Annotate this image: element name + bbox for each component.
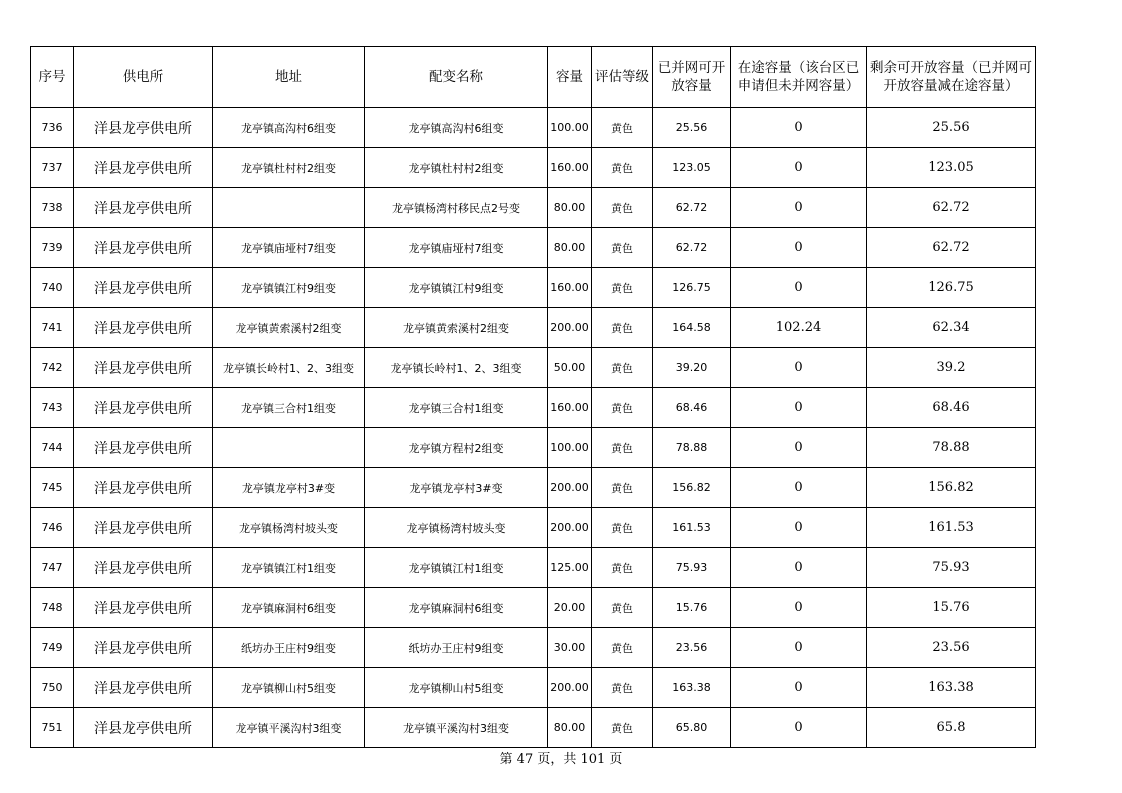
page-number-label: 第 47 页，共 101 页 <box>499 752 623 767</box>
cell-address: 龙亭镇麻洞村6组变 <box>213 588 365 628</box>
cell-transformer: 龙亭镇方程村2组变 <box>365 428 548 468</box>
cell-supplier: 洋县龙亭供电所 <box>74 228 213 268</box>
cell-supplier: 洋县龙亭供电所 <box>74 468 213 508</box>
cell-address <box>213 428 365 468</box>
header-no: 序号 <box>31 47 74 108</box>
cell-open-capacity: 68.46 <box>653 388 731 428</box>
cell-remaining-capacity: 68.46 <box>867 388 1036 428</box>
cell-transit-capacity: 0 <box>731 428 867 468</box>
cell-supplier: 洋县龙亭供电所 <box>74 588 213 628</box>
capacity-table-sheet <box>30 46 1036 748</box>
cell-capacity: 200.00 <box>548 308 592 348</box>
cell-transformer: 龙亭镇高沟村6组变 <box>365 108 548 148</box>
cell-remaining-capacity: 62.72 <box>867 188 1036 228</box>
table-body <box>31 108 1036 748</box>
cell-remaining-capacity: 75.93 <box>867 548 1036 588</box>
cell-no: 744 <box>31 428 74 468</box>
cell-transit-capacity: 0 <box>731 548 867 588</box>
cell-transformer: 纸坊办王庄村9组变 <box>365 628 548 668</box>
cell-level: 黄色 <box>592 228 653 268</box>
cell-transformer: 龙亭镇镇江村9组变 <box>365 268 548 308</box>
cell-transformer: 龙亭镇黄索溪村2组变 <box>365 308 548 348</box>
cell-transformer: 龙亭镇柳山村5组变 <box>365 668 548 708</box>
cell-capacity: 200.00 <box>548 508 592 548</box>
cell-level: 黄色 <box>592 508 653 548</box>
cell-level: 黄色 <box>592 708 653 748</box>
table-row <box>31 108 1036 148</box>
header-supplier: 供电所 <box>74 47 213 108</box>
cell-level: 黄色 <box>592 188 653 228</box>
header-remaining-capacity: 剩余可开放容量（已并网可开放容量减在途容量） <box>867 47 1036 108</box>
cell-level: 黄色 <box>592 428 653 468</box>
cell-supplier: 洋县龙亭供电所 <box>74 628 213 668</box>
cell-capacity: 160.00 <box>548 268 592 308</box>
table-row <box>31 348 1036 388</box>
cell-address: 龙亭镇庙垭村7组变 <box>213 228 365 268</box>
cell-remaining-capacity: 65.8 <box>867 708 1036 748</box>
cell-capacity: 80.00 <box>548 708 592 748</box>
cell-open-capacity: 164.58 <box>653 308 731 348</box>
cell-address: 龙亭镇龙亭村3#变 <box>213 468 365 508</box>
cell-address: 龙亭镇杨湾村坡头变 <box>213 508 365 548</box>
cell-address: 龙亭镇长岭村1、2、3组变 <box>213 348 365 388</box>
cell-level: 黄色 <box>592 308 653 348</box>
cell-no: 749 <box>31 628 74 668</box>
cell-supplier: 洋县龙亭供电所 <box>74 148 213 188</box>
table-row <box>31 588 1036 628</box>
cell-no: 747 <box>31 548 74 588</box>
cell-transformer: 龙亭镇杜村村2组变 <box>365 148 548 188</box>
cell-address: 纸坊办王庄村9组变 <box>213 628 365 668</box>
table-row <box>31 468 1036 508</box>
table-row <box>31 188 1036 228</box>
cell-remaining-capacity: 163.38 <box>867 668 1036 708</box>
header-row <box>31 47 1036 108</box>
cell-remaining-capacity: 39.2 <box>867 348 1036 388</box>
header-transit-capacity: 在途容量（该台区已申请但未并网容量） <box>731 47 867 108</box>
cell-transformer: 龙亭镇平溪沟村3组变 <box>365 708 548 748</box>
cell-supplier: 洋县龙亭供电所 <box>74 108 213 148</box>
cell-level: 黄色 <box>592 108 653 148</box>
cell-open-capacity: 39.20 <box>653 348 731 388</box>
cell-remaining-capacity: 126.75 <box>867 268 1036 308</box>
cell-no: 746 <box>31 508 74 548</box>
cell-address <box>213 188 365 228</box>
cell-transformer: 龙亭镇麻洞村6组变 <box>365 588 548 628</box>
cell-capacity: 160.00 <box>548 148 592 188</box>
cell-supplier: 洋县龙亭供电所 <box>74 268 213 308</box>
cell-supplier: 洋县龙亭供电所 <box>74 388 213 428</box>
cell-no: 737 <box>31 148 74 188</box>
table-row <box>31 228 1036 268</box>
cell-capacity: 80.00 <box>548 228 592 268</box>
cell-no: 745 <box>31 468 74 508</box>
table-row <box>31 628 1036 668</box>
header-capacity: 容量 <box>548 47 592 108</box>
cell-supplier: 洋县龙亭供电所 <box>74 508 213 548</box>
cell-transformer: 龙亭镇长岭村1、2、3组变 <box>365 348 548 388</box>
table-row <box>31 388 1036 428</box>
cell-transformer: 龙亭镇龙亭村3#变 <box>365 468 548 508</box>
cell-transit-capacity: 0 <box>731 108 867 148</box>
cell-level: 黄色 <box>592 628 653 668</box>
cell-transit-capacity: 0 <box>731 388 867 428</box>
cell-level: 黄色 <box>592 148 653 188</box>
cell-supplier: 洋县龙亭供电所 <box>74 428 213 468</box>
cell-supplier: 洋县龙亭供电所 <box>74 668 213 708</box>
cell-transformer: 龙亭镇镇江村1组变 <box>365 548 548 588</box>
cell-open-capacity: 161.53 <box>653 508 731 548</box>
header-transformer: 配变名称 <box>365 47 548 108</box>
cell-capacity: 160.00 <box>548 388 592 428</box>
cell-level: 黄色 <box>592 588 653 628</box>
cell-supplier: 洋县龙亭供电所 <box>74 708 213 748</box>
cell-transit-capacity: 0 <box>731 228 867 268</box>
cell-transit-capacity: 0 <box>731 668 867 708</box>
cell-transit-capacity: 0 <box>731 588 867 628</box>
cell-open-capacity: 65.80 <box>653 708 731 748</box>
cell-remaining-capacity: 23.56 <box>867 628 1036 668</box>
cell-remaining-capacity: 156.82 <box>867 468 1036 508</box>
cell-capacity: 100.00 <box>548 108 592 148</box>
cell-remaining-capacity: 15.76 <box>867 588 1036 628</box>
cell-transformer: 龙亭镇杨湾村坡头变 <box>365 508 548 548</box>
cell-open-capacity: 126.75 <box>653 268 731 308</box>
capacity-table <box>30 46 1036 748</box>
cell-capacity: 100.00 <box>548 428 592 468</box>
cell-open-capacity: 25.56 <box>653 108 731 148</box>
cell-no: 738 <box>31 188 74 228</box>
cell-transformer: 龙亭镇杨湾村移民点2号变 <box>365 188 548 228</box>
cell-address: 龙亭镇杜村村2组变 <box>213 148 365 188</box>
cell-capacity: 80.00 <box>548 188 592 228</box>
cell-level: 黄色 <box>592 388 653 428</box>
table-row <box>31 708 1036 748</box>
cell-level: 黄色 <box>592 548 653 588</box>
cell-remaining-capacity: 123.05 <box>867 148 1036 188</box>
cell-transformer: 龙亭镇三合村1组变 <box>365 388 548 428</box>
cell-open-capacity: 156.82 <box>653 468 731 508</box>
cell-open-capacity: 62.72 <box>653 188 731 228</box>
cell-remaining-capacity: 161.53 <box>867 508 1036 548</box>
cell-open-capacity: 23.56 <box>653 628 731 668</box>
cell-level: 黄色 <box>592 348 653 388</box>
table-row <box>31 428 1036 468</box>
table-row <box>31 268 1036 308</box>
cell-supplier: 洋县龙亭供电所 <box>74 348 213 388</box>
cell-address: 龙亭镇镇江村1组变 <box>213 548 365 588</box>
table-row <box>31 508 1036 548</box>
cell-transit-capacity: 0 <box>731 508 867 548</box>
page-footer <box>0 748 1122 767</box>
cell-level: 黄色 <box>592 468 653 508</box>
table-row <box>31 668 1036 708</box>
header-level: 评估等级 <box>592 47 653 108</box>
header-address: 地址 <box>213 47 365 108</box>
table-row <box>31 148 1036 188</box>
cell-level: 黄色 <box>592 268 653 308</box>
cell-address: 龙亭镇三合村1组变 <box>213 388 365 428</box>
cell-no: 742 <box>31 348 74 388</box>
cell-address: 龙亭镇平溪沟村3组变 <box>213 708 365 748</box>
cell-transit-capacity: 0 <box>731 708 867 748</box>
cell-transit-capacity: 0 <box>731 188 867 228</box>
cell-supplier: 洋县龙亭供电所 <box>74 548 213 588</box>
cell-open-capacity: 15.76 <box>653 588 731 628</box>
cell-transit-capacity: 0 <box>731 348 867 388</box>
cell-remaining-capacity: 78.88 <box>867 428 1036 468</box>
table-row <box>31 308 1036 348</box>
cell-capacity: 50.00 <box>548 348 592 388</box>
cell-open-capacity: 163.38 <box>653 668 731 708</box>
cell-capacity: 30.00 <box>548 628 592 668</box>
cell-address: 龙亭镇柳山村5组变 <box>213 668 365 708</box>
cell-supplier: 洋县龙亭供电所 <box>74 188 213 228</box>
cell-transit-capacity: 0 <box>731 148 867 188</box>
cell-remaining-capacity: 62.34 <box>867 308 1036 348</box>
cell-supplier: 洋县龙亭供电所 <box>74 308 213 348</box>
header-open-capacity: 已并网可开放容量 <box>653 47 731 108</box>
cell-level: 黄色 <box>592 668 653 708</box>
cell-transit-capacity: 0 <box>731 628 867 668</box>
cell-no: 741 <box>31 308 74 348</box>
table-row <box>31 548 1036 588</box>
cell-transit-capacity: 0 <box>731 468 867 508</box>
cell-no: 751 <box>31 708 74 748</box>
cell-remaining-capacity: 62.72 <box>867 228 1036 268</box>
cell-no: 750 <box>31 668 74 708</box>
cell-transit-capacity: 0 <box>731 268 867 308</box>
cell-address: 龙亭镇黄索溪村2组变 <box>213 308 365 348</box>
cell-open-capacity: 123.05 <box>653 148 731 188</box>
cell-capacity: 200.00 <box>548 468 592 508</box>
cell-capacity: 20.00 <box>548 588 592 628</box>
cell-open-capacity: 75.93 <box>653 548 731 588</box>
cell-open-capacity: 78.88 <box>653 428 731 468</box>
cell-no: 743 <box>31 388 74 428</box>
cell-capacity: 125.00 <box>548 548 592 588</box>
cell-no: 748 <box>31 588 74 628</box>
cell-no: 739 <box>31 228 74 268</box>
cell-transit-capacity: 102.24 <box>731 308 867 348</box>
cell-address: 龙亭镇镇江村9组变 <box>213 268 365 308</box>
cell-transformer: 龙亭镇庙垭村7组变 <box>365 228 548 268</box>
cell-no: 736 <box>31 108 74 148</box>
cell-open-capacity: 62.72 <box>653 228 731 268</box>
cell-no: 740 <box>31 268 74 308</box>
cell-capacity: 200.00 <box>548 668 592 708</box>
cell-address: 龙亭镇高沟村6组变 <box>213 108 365 148</box>
cell-remaining-capacity: 25.56 <box>867 108 1036 148</box>
